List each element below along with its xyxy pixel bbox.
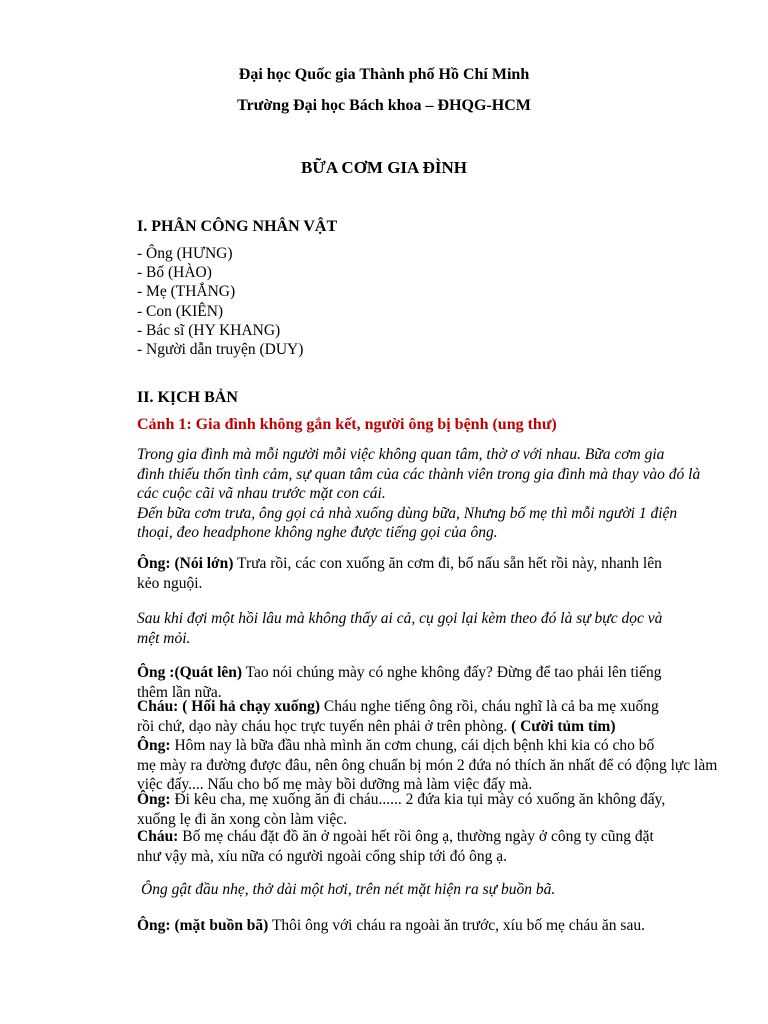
- list-item: - Bác sĩ (HY KHANG): [137, 321, 281, 339]
- dialogue-text: thêm lần nữa.: [137, 683, 222, 701]
- section-heading-roles: I. PHÂN CÔNG NHÂN VẬT: [137, 218, 338, 235]
- list-item: - Ông (HƯNG): [137, 245, 233, 262]
- dialogue-text: Cháu nghe tiếng ông rồi, cháu nghĩ là cả ba mẹ xuống: [320, 698, 659, 715]
- dialogue-block: [137, 554, 713, 593]
- university-name: Đại học Quốc gia Thành phố Hồ Chí Minh: [238, 66, 530, 83]
- list-item: - Bố (HÀO): [137, 264, 212, 282]
- dialogue-text: Tao nói chúng mày có nghe không đấy? Đừng để tao phải lên tiếng: [242, 664, 662, 681]
- dialogue-text: mẹ mày ra đường được đâu, nên ông chuẩn bị món 2 đứa nó thích ăn nhất để có động lực làm: [137, 756, 718, 774]
- dialogue-block: [137, 736, 718, 795]
- stage-direction: ( Cười tủm tỉm): [511, 717, 616, 735]
- dialogue-text: Đi kêu cha, mẹ xuống ăn đi cháu...... 2 đứa kia tụi mày có xuống ăn không đấy,: [170, 791, 666, 808]
- role-list: [137, 244, 303, 359]
- dialogue-text: Bố mẹ cháu đặt đồ ăn ở ngoài hết rồi ông ạ, thường ngày ở công ty cũng đặt: [178, 828, 654, 845]
- dialogue-text: Thôi ông với cháu ra ngoài ăn trước, xíu bố mẹ cháu ăn sau.: [268, 917, 645, 934]
- school-name: Trường Đại học Bách khoa – ĐHQG-HCM: [237, 97, 531, 114]
- speaker-label: Cháu:: [137, 828, 179, 845]
- narration-paragraph: [141, 880, 717, 900]
- dialogue-text: rồi chứ, dạo này cháu học trực tuyến nên phải ở trên phòng.: [137, 717, 512, 735]
- speaker-label: Ông :(Quát lên): [137, 664, 243, 681]
- text-line: Sau khi đợi một hồi lâu mà không thấy ai cả, cụ gọi lại kèm theo đó là sự bực dọc và: [137, 610, 663, 627]
- speaker-label: Ông: (mặt buồn bã): [137, 917, 269, 934]
- narration-paragraph: [137, 445, 713, 543]
- dialogue-text: kẻo nguội.: [137, 574, 203, 592]
- document-title: BỮA CƠM GIA ĐÌNH: [300, 158, 468, 177]
- section-heading-script: II. KỊCH BẢN: [137, 389, 238, 406]
- speaker-label: Ông:: [137, 791, 171, 808]
- dialogue-block: [137, 916, 713, 936]
- list-item: - Người dẫn truyện (DUY): [137, 341, 304, 359]
- text-line: thoại, đeo headphone không nghe được tiếng gọi của ông.: [137, 524, 498, 542]
- text-line: đình thiếu thốn tình cảm, sự quan tâm của các thành viên trong gia đình mà thay vào đó là: [137, 465, 701, 483]
- dialogue-text: như vậy mà, xíu nữa có người ngoài cổng ship tới đó ông ạ.: [137, 847, 508, 865]
- text-line: Đến bữa cơm trưa, ông gọi cả nhà xuống dùng bữa, Nhưng bố mẹ thì mỗi người 1 điện: [137, 504, 678, 522]
- dialogue-block: [137, 827, 713, 866]
- scene-heading: Cảnh 1: Gia đình không gắn kết, người ông bị bệnh (ung thư): [137, 416, 557, 433]
- narration-paragraph: [137, 609, 713, 648]
- speaker-label: Ông:: [137, 737, 171, 754]
- dialogue-block: [137, 697, 713, 736]
- dialogue-text: Hôm nay là bữa đầu nhà mình ăn cơm chung, cái dịch bệnh khi kia có cho bố: [170, 737, 655, 754]
- dialogue-text: việc đấy.... Nấu cho bố mẹ mày bồi dưỡng mà làm việc đấy mà.: [137, 776, 533, 794]
- dialogue-text: Trưa rồi, các con xuống ăn cơm đi, bố nấu sẵn hết rồi này, nhanh lên: [233, 555, 662, 572]
- text-line: Trong gia đình mà mỗi người mỗi việc không quan tâm, thờ ơ với nhau. Bữa cơm gia: [137, 446, 665, 463]
- text-line: Ông gật đầu nhẹ, thở dài một hơi, trên nét mặt hiện ra sự buồn bã.: [141, 881, 556, 898]
- speaker-label: Cháu: ( Hối hả chạy xuống): [137, 698, 321, 715]
- text-line: mệt mỏi.: [137, 629, 191, 647]
- text-line: các cuộc cãi vã nhau trước mặt con cái.: [137, 485, 386, 503]
- dialogue-block: [137, 790, 713, 829]
- list-item: - Con (KIÊN): [137, 302, 224, 320]
- speaker-label: Ông: (Nói lớn): [137, 555, 234, 572]
- list-item: - Mẹ (THẮNG): [137, 283, 236, 301]
- dialogue-text: xuống lẹ đi ăn xong còn làm việc.: [137, 810, 348, 828]
